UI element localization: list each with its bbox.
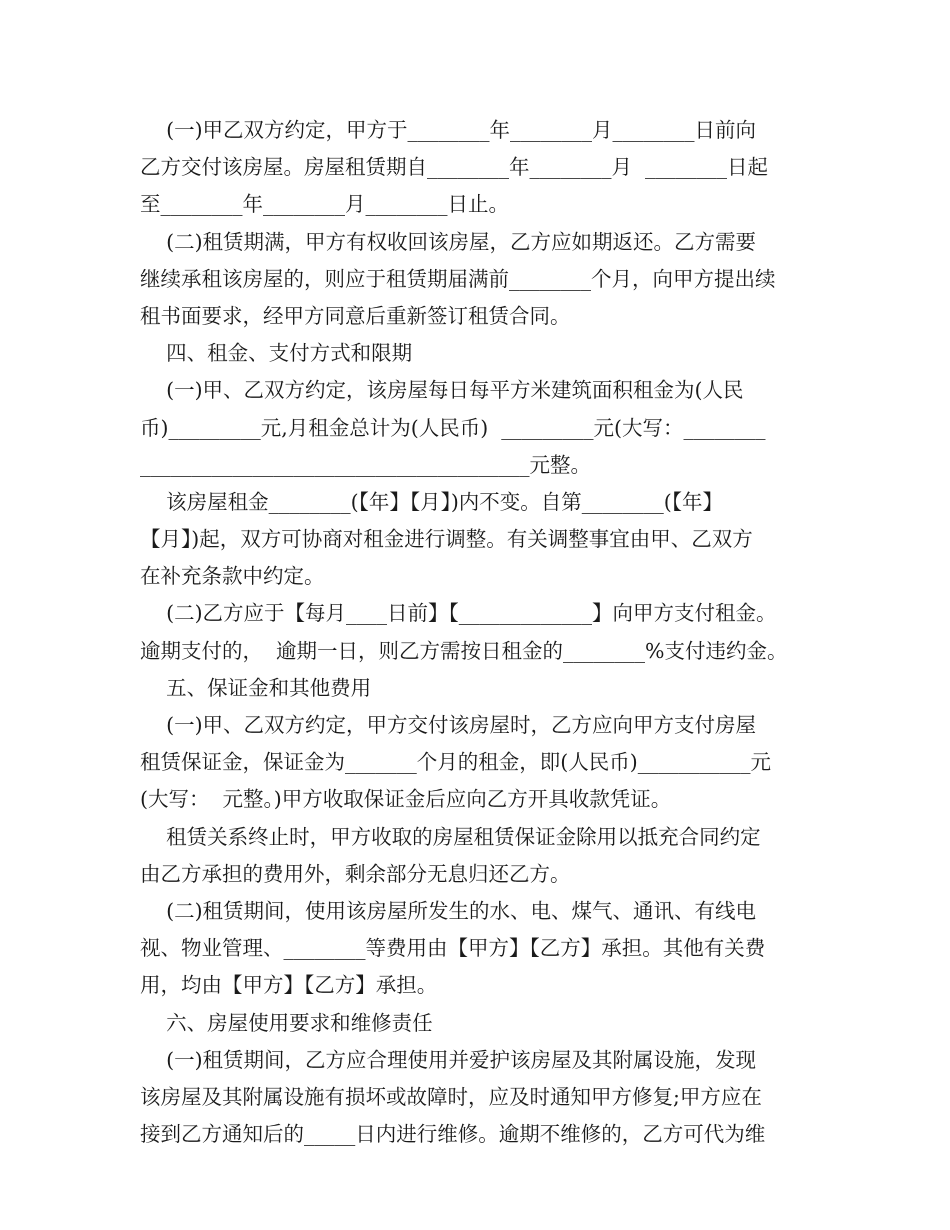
text-line: (一)甲、乙双方约定，该房屋每日每平方米建筑面积租金为(人民 [140,378,744,403]
document-body [140,112,840,1153]
text-line: 币)_________元,月租金总计为(人民币) _________元(大写：________ [140,415,766,440]
text-line: 租赁保证金，保证金为_______个月的租金，即(人民币)___________元 [140,750,771,775]
text-line: 逾期支付的， 逾期一日，则乙方需按日租金的________%支付违约金。 [140,638,788,663]
text-line: (二)租赁期间，使用该房屋所发生的水、电、煤气、通讯、有线电 [140,898,757,923]
text-line: 该房屋及其附属设施有损坏或故障时，应及时通知甲方修复;甲方应在 [140,1084,762,1109]
text-line: (一)甲、乙双方约定，甲方交付该房屋时，乙方应向甲方支付房屋 [140,713,757,737]
text-line: (大写： 元整。)甲方收取保证金后应向乙方开具收款凭证。 [140,787,672,812]
text-line: 四、租金、支付方式和限期 [140,341,413,366]
text-line: 视、物业管理、________等费用由【甲方】【乙方】承担。其他有关费 [140,936,766,961]
text-line: 用，均由【甲方】【乙方】承担。 [140,973,438,998]
text-line: 至________年________月________日止。 [140,192,509,217]
text-line: 五、保证金和其他费用 [140,675,372,700]
text-line: 六、房屋使用要求和维修责任 [140,1010,433,1035]
text-line: ______________________________________元整。 [140,452,591,477]
text-line: (二)乙方应于【每月____日前】【_____________】向甲方支付租金。 [140,601,777,626]
text-line: 租赁关系终止时，甲方收取的房屋租赁保证金除用以抵充合同约定 [140,824,761,849]
text-line: 在补充条款中约定。 [140,564,325,589]
text-line: 该房屋租金________(【年】【月】)内不变。自第________(【年】 [140,489,724,514]
text-line: 接到乙方通知后的_____日内进行维修。逾期不维修的，乙方可代为维 [140,1122,766,1147]
text-line: 由乙方承担的费用外，剩余部分无息归还乙方。 [140,861,571,886]
text-line: 【月】)起，双方可协商对租金进行调整。有关调整事宜由甲、乙双方 [140,527,753,552]
text-line: 继续承租该房屋的，则应于租赁期届满前________个月，向甲方提出续 [140,266,776,291]
text-line: (一)甲乙双方约定，甲方于________年________月________日前向 [140,118,757,142]
text-line: 租书面要求，经甲方同意后重新签订租赁合同。 [140,303,571,328]
text-line: 乙方交付该房屋。房屋租赁期自________年________月 ________日起 [140,155,769,180]
text-line: (二)租赁期满，甲方有权收回该房屋，乙方应如期返还。乙方需要 [140,229,757,254]
text-line: (一)租赁期间，乙方应合理使用并爱护该房屋及其附属设施，发现 [140,1047,757,1072]
